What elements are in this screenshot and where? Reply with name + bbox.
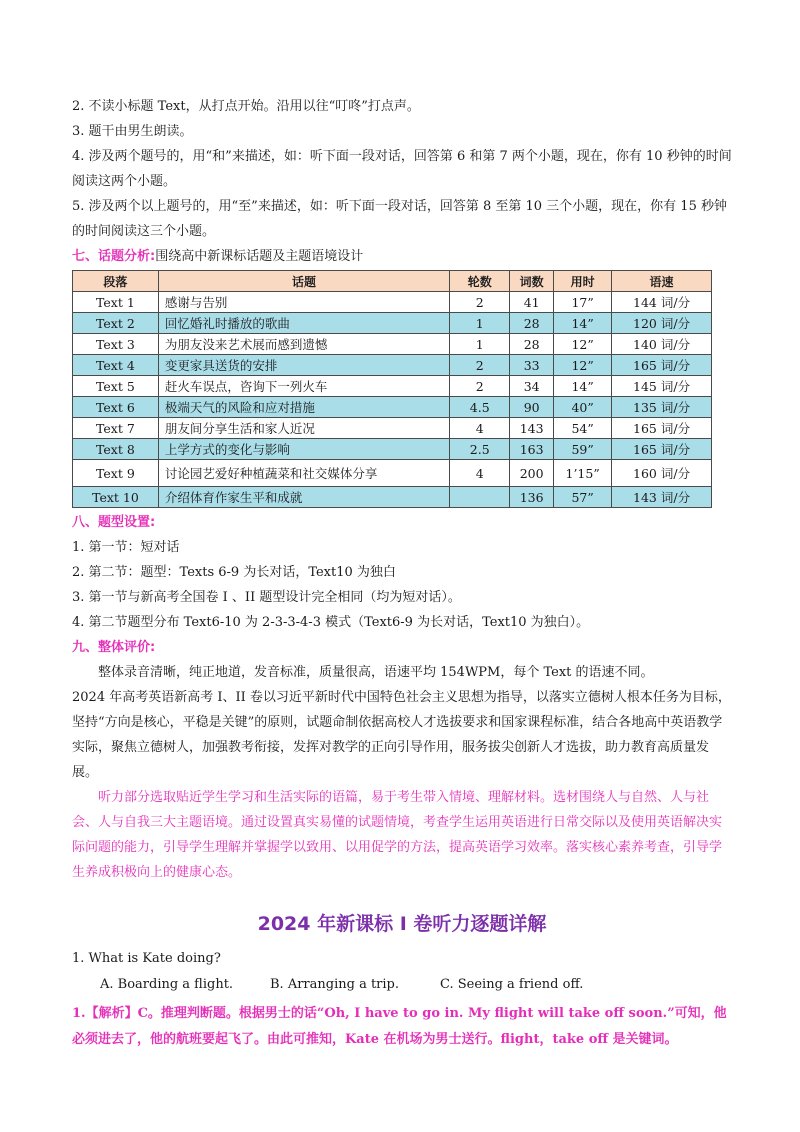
- option-b: B. Arranging a trip.: [270, 977, 399, 992]
- question-1-analysis: 1.【解析】C。推理判断题。根据男士的话“Oh, I have to go in. My flight will take off soon.”可知，他必须进去了，他的航班要起飞了。由此可推知，Kate 在机场为男士送行。flight，take off 是关键词。: [72, 1006, 727, 1047]
- document-page: [72, 94, 732, 1053]
- section-8-header: [72, 510, 732, 535]
- cell-topic: 朋友间分享生活和家人近况: [158, 418, 449, 439]
- cell-text: Text 10: [73, 487, 159, 508]
- cell-text: Text 3: [73, 334, 159, 355]
- cell-turns: 4: [450, 418, 510, 439]
- cell-turns: 1: [450, 313, 510, 334]
- section-8-item-2: 2. 第二节：题型：Texts 6-9 为长对话，Text10 为独白: [72, 565, 396, 580]
- cell-duration: 17”: [554, 292, 612, 313]
- cell-words: 143: [510, 418, 554, 439]
- option-a: A. Boarding a flight.: [100, 977, 234, 992]
- cell-topic: 介绍体育作家生平和成就: [158, 487, 449, 508]
- cell-text: Text 7: [73, 418, 159, 439]
- evaluation-paragraph-3: 听力部分选取贴近学生学习和生活实际的语篇，易于考生带入情境、理解材料。选材围绕人与自然、人与社会、人与自我三大主题语境。通过设置真实易懂的试题情境，考查学生运用英语进行日常交际以及使用英语解决实际问题的能力，引导学生理解并掌握学以致用、以用促学的方法，提高英语学习效率。落实核心素养考查，引导学生养成积极向上的健康心态。: [72, 790, 723, 880]
- col-header-topic: 话题: [158, 271, 449, 292]
- table-row: [73, 376, 712, 397]
- col-header-speed: 语速: [612, 271, 712, 292]
- cell-topic: 为朋友没来艺术展而感到遗憾: [158, 334, 449, 355]
- cell-duration: 14”: [554, 376, 612, 397]
- col-header-duration: 用时: [554, 271, 612, 292]
- col-header-turns: 轮数: [450, 271, 510, 292]
- option-c: C. Seeing a friend off.: [440, 977, 584, 992]
- cell-words: 34: [510, 376, 554, 397]
- table-row: [73, 292, 712, 313]
- section-8-heading: 八、题型设置:: [72, 515, 156, 530]
- cell-words: 28: [510, 334, 554, 355]
- cell-text: Text 8: [73, 439, 159, 460]
- cell-duration: 12”: [554, 334, 612, 355]
- cell-speed: 160 词/分: [612, 460, 712, 487]
- cell-turns: 2: [450, 292, 510, 313]
- col-header-paragraph: 段落: [73, 271, 159, 292]
- section-7-heading: 七、话题分析:: [72, 249, 156, 264]
- cell-text: Text 4: [73, 355, 159, 376]
- cell-duration: 57”: [554, 487, 612, 508]
- section-8-item-4: 4. 第二节题型分布 Text6-10 为 2-3-3-4-3 模式（Text6-9 为长对话，Text10 为独白）。: [72, 615, 590, 630]
- cell-speed: 165 词/分: [612, 418, 712, 439]
- cell-turns: 4.5: [450, 397, 510, 418]
- cell-speed: 145 词/分: [612, 376, 712, 397]
- cell-topic: 上学方式的变化与影响: [158, 439, 449, 460]
- cell-topic: 赶火车误点，咨询下一列火车: [158, 376, 449, 397]
- section-7-note: 围绕高中新课标话题及主题语境设计: [155, 249, 364, 264]
- cell-text: Text 1: [73, 292, 159, 313]
- table-row: [73, 313, 712, 334]
- question-1-stem: 1. What is Kate doing?: [72, 951, 221, 966]
- table-row: [73, 460, 712, 487]
- cell-topic: 极端天气的风险和应对措施: [158, 397, 449, 418]
- cell-text: Text 2: [73, 313, 159, 334]
- cell-speed: 144 词/分: [612, 292, 712, 313]
- table-row: [73, 397, 712, 418]
- cell-words: 28: [510, 313, 554, 334]
- cell-duration: 40”: [554, 397, 612, 418]
- cell-turns: 1: [450, 334, 510, 355]
- cell-speed: 120 词/分: [612, 313, 712, 334]
- topic-table: [72, 270, 712, 508]
- cell-speed: 165 词/分: [612, 355, 712, 376]
- section-8-item-3: 3. 第一节与新高考全国卷 I 、II 题型设计完全相同（均为短对话）。: [72, 590, 461, 605]
- cell-words: 33: [510, 355, 554, 376]
- evaluation-paragraph-1: 整体录音清晰，纯正地道，发音标准，质量很高，语速平均 154WPM，每个 Text 的语速不同。: [98, 665, 654, 680]
- cell-topic: 讨论园艺爱好种植蔬菜和社交媒体分享: [158, 460, 449, 487]
- col-header-words: 词数: [510, 271, 554, 292]
- table-header-row: [73, 271, 712, 292]
- evaluation-paragraph-2: 2024 年高考英语新高考 I、II 卷以习近平新时代中国特色社会主义思想为指导，以落实立德树人根本任务为目标，坚持“方向是核心，平稳是关键”的原则，试题命制依据高校人才选拔要求和国家课程标准，结合各地高中英语教学实际，聚焦立德树人，加强教考衔接，发挥对教学的正向引导作用，服务拔尖创新人才选拔，助力教育高质量发展。: [72, 690, 731, 780]
- cell-duration: 59”: [554, 439, 612, 460]
- table-row: [73, 487, 712, 508]
- note-3: 3. 题干由男生朗读。: [72, 124, 193, 139]
- cell-duration: 54”: [554, 418, 612, 439]
- cell-topic: 回忆婚礼时播放的歌曲: [158, 313, 449, 334]
- note-4: 4. 涉及两个题号的，用“和”来描述，如：听下面一段对话，回答第 6 和第 7 两个小题，现在，你有 10 秒钟的时间阅读这两个小题。: [72, 149, 732, 189]
- page-title: 2024 年新课标 I 卷听力逐题详解: [257, 913, 547, 935]
- section-8-item-1: 1. 第一节：短对话: [72, 540, 180, 555]
- cell-topic: 感谢与告别: [158, 292, 449, 313]
- cell-words: 163: [510, 439, 554, 460]
- table-row: [73, 439, 712, 460]
- cell-turns: 4: [450, 460, 510, 487]
- cell-turns: 2.5: [450, 439, 510, 460]
- section-7-header: [72, 244, 732, 269]
- cell-turns: 2: [450, 376, 510, 397]
- question-1-options: [72, 971, 732, 999]
- cell-speed: 135 词/分: [612, 397, 712, 418]
- cell-duration: 1’15”: [554, 460, 612, 487]
- cell-duration: 12”: [554, 355, 612, 376]
- cell-words: 41: [510, 292, 554, 313]
- cell-topic: 变更家具送货的安排: [158, 355, 449, 376]
- cell-words: 90: [510, 397, 554, 418]
- cell-words: 136: [510, 487, 554, 508]
- table-row: [73, 418, 712, 439]
- cell-turns: [450, 487, 510, 508]
- cell-speed: 165 词/分: [612, 439, 712, 460]
- table-row: [73, 355, 712, 376]
- section-9-header: [72, 635, 732, 660]
- note-2: 2. 不读小标题 Text，从打点开始。沿用以往“叮咚”打点声。: [72, 99, 420, 114]
- cell-text: Text 9: [73, 460, 159, 487]
- note-5: 5. 涉及两个以上题号的，用“至”来描述，如：听下面一段对话，回答第 8 至第 10 三个小题，现在，你有 15 秒钟的时间阅读这三个小题。: [72, 199, 727, 239]
- cell-speed: 140 词/分: [612, 334, 712, 355]
- cell-text: Text 5: [73, 376, 159, 397]
- cell-words: 200: [510, 460, 554, 487]
- cell-text: Text 6: [73, 397, 159, 418]
- cell-duration: 14”: [554, 313, 612, 334]
- cell-turns: 2: [450, 355, 510, 376]
- table-row: [73, 334, 712, 355]
- section-9-heading: 九、整体评价:: [72, 640, 156, 655]
- cell-speed: 143 词/分: [612, 487, 712, 508]
